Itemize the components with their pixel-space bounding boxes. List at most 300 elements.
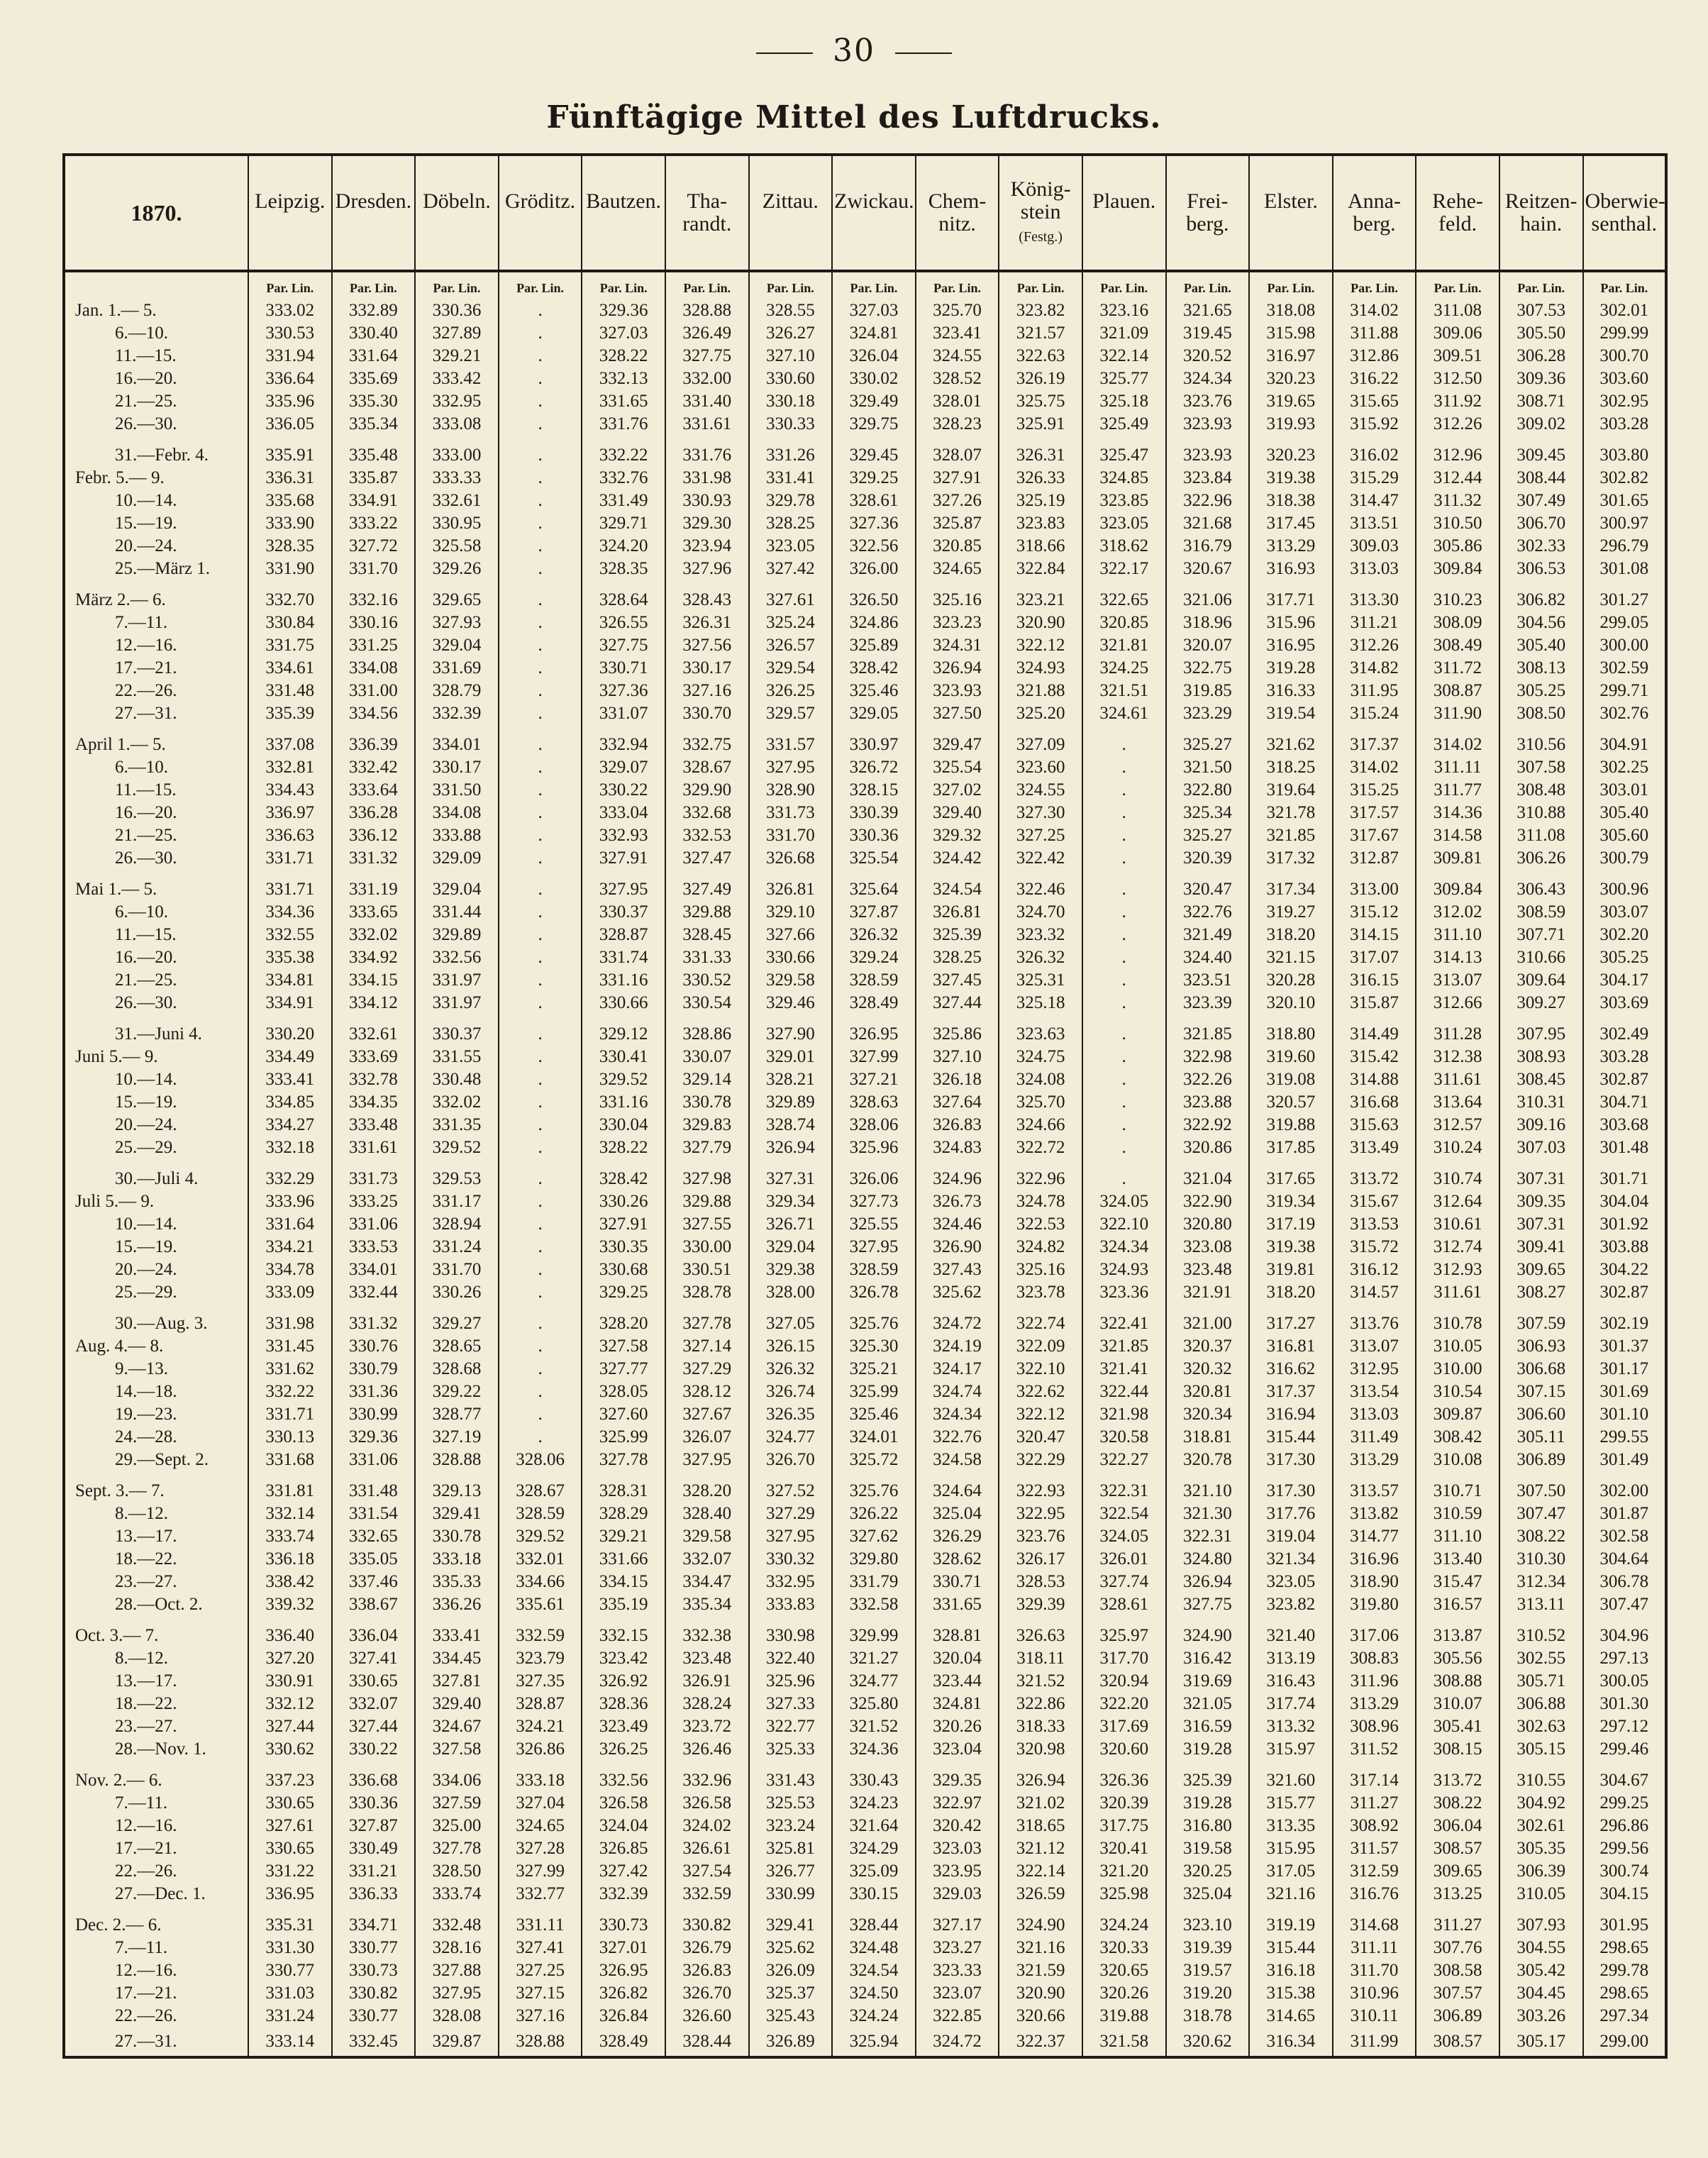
pressure-value: 329.65 — [415, 589, 499, 612]
spacer-cell — [665, 1159, 749, 1168]
station-header — [665, 155, 749, 271]
pressure-value: 325.47 — [1082, 444, 1166, 467]
unit-cell: Par. Lin. — [1499, 271, 1583, 299]
pressure-value: . — [499, 535, 582, 558]
pressure-value: 317.19 — [1249, 1213, 1333, 1236]
pressure-value: 339.32 — [248, 1593, 332, 1616]
pressure-value: 311.08 — [1416, 299, 1499, 322]
pressure-value: 331.71 — [248, 1403, 332, 1426]
pressure-value: 335.96 — [248, 390, 332, 413]
pressure-value: 315.25 — [1333, 779, 1416, 802]
pressure-value: 316.81 — [1249, 1335, 1333, 1358]
pressure-value: 329.21 — [415, 345, 499, 367]
pressure-value: . — [1082, 1091, 1166, 1114]
pressure-value: 310.08 — [1416, 1449, 1499, 1471]
pressure-value: 335.31 — [248, 1914, 332, 1937]
pressure-value: 332.13 — [582, 367, 665, 390]
station-header-line: berg. — [1353, 212, 1396, 236]
period-label: Sept. 3.— 7. — [75, 1481, 165, 1500]
pressure-value: 331.32 — [332, 1312, 416, 1335]
pressure-value: 329.83 — [665, 1114, 749, 1136]
pressure-value: 332.94 — [582, 734, 665, 756]
pressure-value: 327.10 — [749, 345, 833, 367]
pressure-value: 325.80 — [832, 1693, 916, 1715]
spacer-cell — [749, 1761, 833, 1769]
pressure-value: 321.00 — [1166, 1312, 1250, 1335]
pressure-value: 320.23 — [1249, 444, 1333, 467]
pressure-value: 313.19 — [1249, 1647, 1333, 1670]
pressure-value: . — [499, 924, 582, 946]
pressure-value: 327.64 — [916, 1091, 999, 1114]
pressure-value: 317.05 — [1249, 1860, 1333, 1883]
table-row — [64, 924, 1666, 946]
pressure-value: . — [499, 1114, 582, 1136]
pressure-value: 306.93 — [1499, 1335, 1583, 1358]
pressure-value: 335.61 — [499, 1593, 582, 1616]
spacer-cell — [1583, 1905, 1667, 1914]
pressure-value: 307.15 — [1499, 1380, 1583, 1403]
group-spacer — [64, 1905, 1666, 1914]
pressure-value: 329.04 — [415, 878, 499, 901]
pressure-value: 325.37 — [749, 1982, 833, 2005]
pressure-value: 306.04 — [1416, 1815, 1499, 1837]
pressure-value: 328.06 — [832, 1114, 916, 1136]
pressure-value: 336.26 — [415, 1593, 499, 1616]
pressure-value: 322.09 — [999, 1335, 1082, 1358]
pressure-value: 310.66 — [1499, 946, 1583, 969]
spacer-cell — [1166, 1616, 1250, 1625]
pressure-value: 334.08 — [415, 802, 499, 824]
pressure-value: 309.87 — [1416, 1403, 1499, 1426]
pressure-value: . — [499, 1281, 582, 1304]
pressure-value: 331.19 — [332, 878, 416, 901]
pressure-value: 323.10 — [1166, 1914, 1250, 1937]
station-header — [582, 155, 665, 271]
pressure-value: 330.79 — [332, 1358, 416, 1380]
pressure-value: 328.81 — [916, 1625, 999, 1647]
pressure-value: 329.75 — [832, 413, 916, 436]
pressure-value: 300.97 — [1583, 512, 1667, 535]
pressure-value: 336.05 — [248, 413, 332, 436]
pressure-value: 327.55 — [665, 1213, 749, 1236]
pressure-value: 325.76 — [832, 1480, 916, 1503]
period-label: 9.—13. — [115, 1359, 168, 1378]
pressure-value: 314.68 — [1333, 1914, 1416, 1937]
pressure-value: 324.20 — [582, 535, 665, 558]
pressure-value: 319.45 — [1166, 322, 1250, 345]
pressure-value: 331.45 — [248, 1335, 332, 1358]
pressure-value: 325.96 — [832, 1136, 916, 1159]
pressure-value: 301.49 — [1583, 1449, 1667, 1471]
spacer-cell — [1416, 1761, 1499, 1769]
spacer-cell — [1333, 1616, 1416, 1625]
spacer-cell — [1082, 1304, 1166, 1312]
spacer-cell — [1249, 725, 1333, 734]
pressure-value: 335.34 — [332, 413, 416, 436]
spacer-cell — [1333, 1905, 1416, 1914]
pressure-value: 330.17 — [665, 657, 749, 680]
pressure-value: 331.16 — [582, 969, 665, 992]
pressure-value: 331.98 — [248, 1312, 332, 1335]
pressure-value: 327.35 — [499, 1670, 582, 1693]
spacer-cell — [582, 1616, 665, 1625]
pressure-value: 319.81 — [1249, 1258, 1333, 1281]
pressure-value: 330.48 — [415, 1068, 499, 1091]
pressure-value: 307.53 — [1499, 299, 1583, 322]
table-row — [64, 657, 1666, 680]
unit-cell: Par. Lin. — [499, 271, 582, 299]
pressure-value: 327.91 — [916, 467, 999, 489]
pressure-value: 331.30 — [248, 1937, 332, 1959]
pressure-value: 324.54 — [916, 878, 999, 901]
spacer-cell — [1166, 1159, 1250, 1168]
period-label: 15.—19. — [115, 1092, 177, 1112]
pressure-value: 328.94 — [415, 1213, 499, 1236]
pressure-value: 334.06 — [415, 1769, 499, 1792]
pressure-value: 312.57 — [1416, 1114, 1499, 1136]
pressure-value: . — [1082, 946, 1166, 969]
pressure-value: 322.53 — [999, 1213, 1082, 1236]
pressure-value: 338.67 — [332, 1593, 416, 1616]
spacer-cell — [499, 870, 582, 878]
pressure-value: 327.31 — [749, 1168, 833, 1190]
pressure-value: 296.79 — [1583, 535, 1667, 558]
pressure-value: 307.31 — [1499, 1168, 1583, 1190]
table-row — [64, 1548, 1666, 1571]
pressure-value: 311.10 — [1416, 1525, 1499, 1548]
page-number-dash-right — [895, 52, 952, 54]
pressure-value: 330.40 — [332, 322, 416, 345]
spacer-cell — [332, 580, 416, 589]
pressure-value: 332.68 — [665, 802, 749, 824]
pressure-value: 297.34 — [1583, 2005, 1667, 2027]
pressure-value: 330.91 — [248, 1670, 332, 1693]
pressure-value: 314.88 — [1333, 1068, 1416, 1091]
pressure-value: 333.22 — [332, 512, 416, 535]
pressure-value: 328.55 — [749, 299, 833, 322]
pressure-value: 335.33 — [415, 1571, 499, 1593]
pressure-value: 325.18 — [1082, 390, 1166, 413]
pressure-value: 307.49 — [1499, 489, 1583, 512]
spacer-cell — [332, 1471, 416, 1480]
pressure-value: 328.36 — [582, 1693, 665, 1715]
spacer-cell — [1583, 1014, 1667, 1023]
pressure-value: 321.85 — [1166, 1023, 1250, 1046]
pressure-value: 308.44 — [1499, 467, 1583, 489]
pressure-value: 326.92 — [582, 1670, 665, 1693]
pressure-value: 327.78 — [665, 1312, 749, 1335]
pressure-value: 332.01 — [499, 1548, 582, 1571]
pressure-value: 317.37 — [1333, 734, 1416, 756]
pressure-value: 301.92 — [1583, 1213, 1667, 1236]
table-row — [64, 802, 1666, 824]
pressure-value: 332.75 — [665, 734, 749, 756]
pressure-value: 327.44 — [332, 1715, 416, 1738]
pressure-value: 324.05 — [1082, 1525, 1166, 1548]
pressure-value: 321.16 — [1249, 1883, 1333, 1905]
pressure-value: 314.36 — [1416, 802, 1499, 824]
pressure-value: 330.17 — [415, 756, 499, 779]
pressure-value: 314.49 — [1333, 1023, 1416, 1046]
pressure-value: 302.55 — [1499, 1647, 1583, 1670]
pressure-value: 336.31 — [248, 467, 332, 489]
pressure-value: 310.96 — [1333, 1982, 1416, 2005]
pressure-value: 331.43 — [749, 1769, 833, 1792]
pressure-value: 326.07 — [665, 1426, 749, 1449]
spacer-cell — [499, 580, 582, 589]
pressure-value: 321.06 — [1166, 589, 1250, 612]
pressure-value: 320.26 — [916, 1715, 999, 1738]
period-label: 27.—31. — [115, 2032, 177, 2051]
table-row — [64, 1792, 1666, 1815]
table-row — [64, 390, 1666, 413]
pressure-value: 325.72 — [832, 1449, 916, 1471]
pressure-value: 322.42 — [999, 847, 1082, 870]
station-header-line: berg. — [1186, 212, 1229, 236]
pressure-value: 304.22 — [1583, 1258, 1667, 1281]
pressure-value: 328.88 — [665, 299, 749, 322]
pressure-value: 310.55 — [1499, 1769, 1583, 1792]
period-label: 31.—Febr. 4. — [115, 446, 209, 465]
pressure-value: 304.92 — [1499, 1792, 1583, 1815]
pressure-value: 327.02 — [916, 779, 999, 802]
pressure-value: 337.08 — [248, 734, 332, 756]
pressure-value: 323.36 — [1082, 1281, 1166, 1304]
pressure-value: 316.18 — [1249, 1959, 1333, 1982]
pressure-value: 321.30 — [1166, 1503, 1250, 1525]
period-label: Dec. 2.— 6. — [75, 1915, 162, 1935]
pressure-value: 333.41 — [415, 1625, 499, 1647]
group-spacer — [64, 1159, 1666, 1168]
period-label: 6.—10. — [115, 758, 168, 777]
pressure-value: 329.25 — [582, 1281, 665, 1304]
pressure-value: 330.99 — [749, 1883, 833, 1905]
pressure-value: 335.34 — [665, 1593, 749, 1616]
pressure-value: 311.77 — [1416, 779, 1499, 802]
pressure-value: 317.45 — [1249, 512, 1333, 535]
pressure-value: 304.17 — [1583, 969, 1667, 992]
station-header-line: Elster. — [1264, 189, 1318, 213]
pressure-value: 322.14 — [1082, 345, 1166, 367]
pressure-value: 323.72 — [665, 1715, 749, 1738]
pressure-value: 320.04 — [916, 1647, 999, 1670]
pressure-value: 331.98 — [665, 467, 749, 489]
pressure-value: 327.60 — [582, 1403, 665, 1426]
pressure-value: 322.75 — [1166, 657, 1250, 680]
pressure-value: 325.20 — [999, 702, 1082, 725]
spacer-cell — [1499, 1014, 1583, 1023]
group-spacer — [64, 1014, 1666, 1023]
pressure-value: 331.61 — [665, 413, 749, 436]
pressure-value: 319.39 — [1166, 1937, 1250, 1959]
pressure-value: 338.42 — [248, 1571, 332, 1593]
pressure-value: 329.49 — [832, 390, 916, 413]
spacer-cell — [1249, 1471, 1333, 1480]
pressure-value: 329.54 — [749, 657, 833, 680]
spacer-cell — [332, 436, 416, 444]
pressure-value: 323.76 — [999, 1525, 1082, 1548]
spacer-cell — [248, 1905, 332, 1914]
pressure-value: 325.33 — [749, 1738, 833, 1761]
pressure-value: 332.12 — [248, 1693, 332, 1715]
pressure-value: 319.64 — [1249, 779, 1333, 802]
station-header-line: Zwickau. — [834, 189, 914, 213]
spacer-cell — [1499, 1616, 1583, 1625]
spacer-cell — [332, 1616, 416, 1625]
pressure-value: 327.87 — [332, 1815, 416, 1837]
pressure-value: 325.27 — [1166, 734, 1250, 756]
pressure-value: 317.34 — [1249, 878, 1333, 901]
unit-cell: Par. Lin. — [415, 271, 499, 299]
station-header-line: Gröditz. — [505, 189, 576, 213]
pressure-value: 320.90 — [999, 612, 1082, 634]
pressure-value: 336.04 — [332, 1625, 416, 1647]
pressure-value: 329.53 — [415, 1168, 499, 1190]
pressure-value: . — [499, 1236, 582, 1258]
pressure-value: 308.58 — [1416, 1959, 1499, 1982]
table-row — [64, 1281, 1666, 1304]
pressure-value: . — [1082, 1023, 1166, 1046]
pressure-value: 309.84 — [1416, 878, 1499, 901]
spacer-cell — [248, 436, 332, 444]
period-label: 6.—10. — [115, 902, 168, 922]
table-row — [64, 634, 1666, 657]
pressure-value: 330.71 — [916, 1571, 999, 1593]
spacer-cell — [1583, 870, 1667, 878]
spacer-cell — [1166, 1761, 1250, 1769]
pressure-value: 314.02 — [1416, 734, 1499, 756]
pressure-value: 304.71 — [1583, 1091, 1667, 1114]
pressure-value: 324.81 — [916, 1693, 999, 1715]
period-label: 27.—Dec. 1. — [115, 1884, 206, 1903]
table-row — [64, 1136, 1666, 1159]
pressure-value: 331.76 — [665, 444, 749, 467]
spacer-cell — [832, 1616, 916, 1625]
pressure-value: 325.43 — [749, 2005, 833, 2027]
pressure-value: 316.15 — [1333, 969, 1416, 992]
pressure-value: 316.57 — [1416, 1593, 1499, 1616]
pressure-value: 325.55 — [832, 1213, 916, 1236]
spacer-cell — [1166, 1304, 1250, 1312]
pressure-value: 333.96 — [248, 1190, 332, 1213]
pressure-value: 326.36 — [1082, 1769, 1166, 1792]
pressure-value: 328.87 — [499, 1693, 582, 1715]
period-label: 22.—26. — [115, 2006, 177, 2025]
pressure-value: 319.88 — [1249, 1114, 1333, 1136]
pressure-value: 326.35 — [749, 1403, 833, 1426]
pressure-value: 311.61 — [1416, 1068, 1499, 1091]
pressure-value: 332.15 — [582, 1625, 665, 1647]
pressure-value: 326.57 — [749, 634, 833, 657]
pressure-value: 303.80 — [1583, 444, 1667, 467]
pressure-value: 298.65 — [1583, 1982, 1667, 2005]
pressure-value: 325.27 — [1166, 824, 1250, 847]
pressure-value: 303.01 — [1583, 779, 1667, 802]
pressure-value: 301.48 — [1583, 1136, 1667, 1159]
pressure-value: 330.26 — [415, 1281, 499, 1304]
pressure-value: 307.31 — [1499, 1213, 1583, 1236]
spacer-cell — [248, 1616, 332, 1625]
pressure-value: 331.07 — [582, 702, 665, 725]
page-number: 30 — [833, 33, 875, 69]
pressure-value: 331.40 — [665, 390, 749, 413]
pressure-value: 325.16 — [999, 1258, 1082, 1281]
pressure-value: . — [1082, 1046, 1166, 1068]
pressure-value: 323.93 — [1166, 444, 1250, 467]
pressure-value: 304.04 — [1583, 1190, 1667, 1213]
pressure-value: 330.15 — [832, 1883, 916, 1905]
station-header — [1416, 155, 1499, 271]
pressure-value: 334.71 — [332, 1914, 416, 1937]
pressure-value: 300.74 — [1583, 1860, 1667, 1883]
pressure-value: 327.62 — [832, 1525, 916, 1548]
pressure-value: 326.94 — [916, 657, 999, 680]
pressure-value: 334.91 — [332, 489, 416, 512]
spacer-cell — [332, 1905, 416, 1914]
pressure-value: 330.26 — [582, 1190, 665, 1213]
period-label: 13.—17. — [115, 1527, 177, 1546]
pressure-value: 299.71 — [1583, 680, 1667, 702]
pressure-value: 322.76 — [916, 1426, 999, 1449]
pressure-value: 320.23 — [1249, 367, 1333, 390]
table-row — [64, 680, 1666, 702]
spacer-cell — [499, 1014, 582, 1023]
spacer-cell — [499, 1304, 582, 1312]
pressure-value: 320.78 — [1166, 1449, 1250, 1471]
pressure-value: 306.88 — [1499, 1693, 1583, 1715]
pressure-value: 320.39 — [1082, 1792, 1166, 1815]
pressure-value: 313.72 — [1416, 1769, 1499, 1792]
pressure-value: 313.32 — [1249, 1715, 1333, 1738]
pressure-value: 315.92 — [1333, 413, 1416, 436]
pressure-value: 326.58 — [665, 1792, 749, 1815]
pressure-value: 310.71 — [1416, 1480, 1499, 1503]
pressure-value: 322.46 — [999, 878, 1082, 901]
pressure-value: 330.51 — [665, 1258, 749, 1281]
table-row — [64, 1213, 1666, 1236]
station-header — [749, 155, 833, 271]
pressure-value: 334.92 — [332, 946, 416, 969]
pressure-value: . — [499, 847, 582, 870]
pressure-value: 324.65 — [499, 1815, 582, 1837]
pressure-value: 327.88 — [415, 1959, 499, 1982]
group-spacer — [64, 1761, 1666, 1769]
pressure-value: 329.78 — [749, 489, 833, 512]
spacer-cell — [499, 1905, 582, 1914]
spacer-cell — [749, 580, 833, 589]
pressure-value: 334.91 — [248, 992, 332, 1014]
pressure-value: 332.59 — [665, 1883, 749, 1905]
pressure-value: 320.33 — [1082, 1937, 1166, 1959]
spacer-cell — [1082, 580, 1166, 589]
pressure-value: 336.18 — [248, 1548, 332, 1571]
pressure-value: 321.34 — [1249, 1548, 1333, 1571]
pressure-value: 334.12 — [332, 992, 416, 1014]
table-row — [64, 1190, 1666, 1213]
pressure-value: 302.95 — [1583, 390, 1667, 413]
pressure-value: 326.04 — [832, 345, 916, 367]
pressure-value: . — [499, 322, 582, 345]
pressure-value: 328.44 — [665, 2027, 749, 2057]
pressure-value: 328.01 — [916, 390, 999, 413]
pressure-value: 327.61 — [749, 589, 833, 612]
pressure-value: 313.07 — [1416, 969, 1499, 992]
pressure-value: 322.12 — [999, 1403, 1082, 1426]
pressure-value: 319.69 — [1166, 1670, 1250, 1693]
pressure-value: 317.76 — [1249, 1503, 1333, 1525]
pressure-value: 335.38 — [248, 946, 332, 969]
pressure-value: 322.92 — [1166, 1114, 1250, 1136]
